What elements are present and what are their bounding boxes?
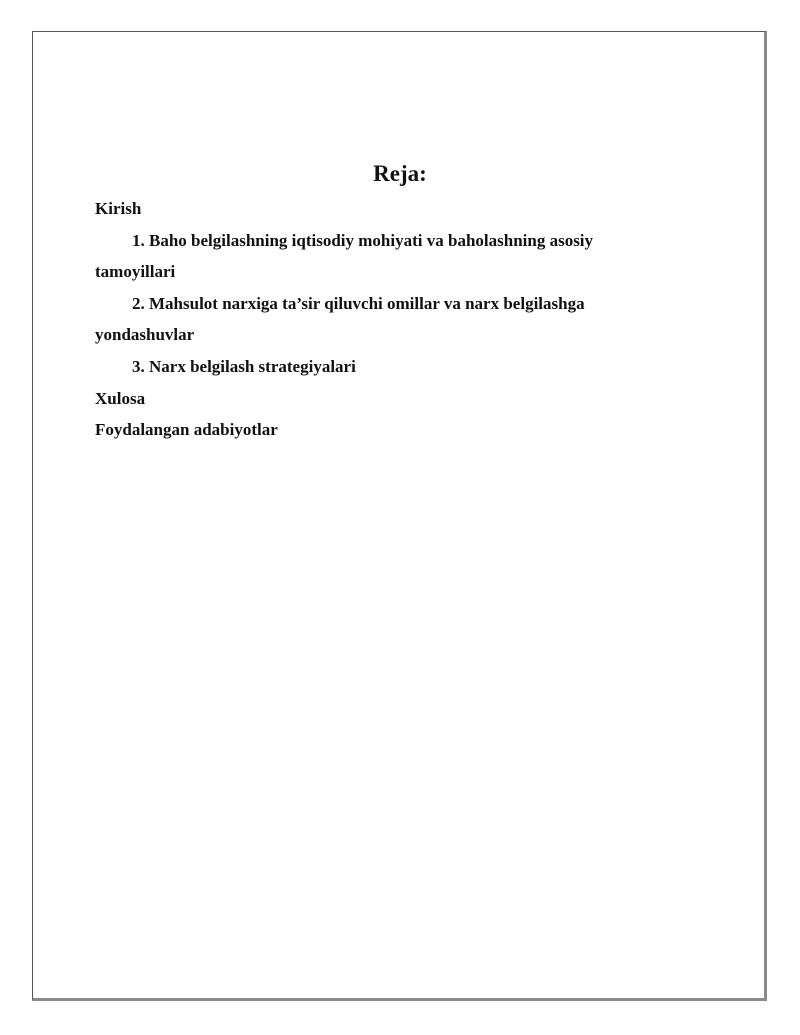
plan-item-conclusion: Xulosa bbox=[95, 388, 146, 408]
plan-item-1: 1. Baho belgilashning iqtisodiy mohiyati va baholashning asosiy bbox=[132, 230, 594, 250]
page-content bbox=[95, 157, 655, 446]
plan-item-1-continuation: tamoyillari bbox=[95, 262, 176, 282]
document-page bbox=[32, 31, 767, 1001]
plan-item-2-continuation: yondashuvlar bbox=[95, 325, 195, 345]
plan-item-introduction: Kirish bbox=[95, 199, 142, 218]
page-title: Reja: bbox=[373, 161, 427, 186]
plan-item-references: Foydalangan adabiyotlar bbox=[95, 420, 278, 440]
plan-item-3: 3. Narx belgilash strategiyalari bbox=[132, 356, 356, 376]
plan-item-2: 2. Mahsulot narxiga ta’sir qiluvchi omillar va narx belgilashga bbox=[132, 293, 585, 313]
